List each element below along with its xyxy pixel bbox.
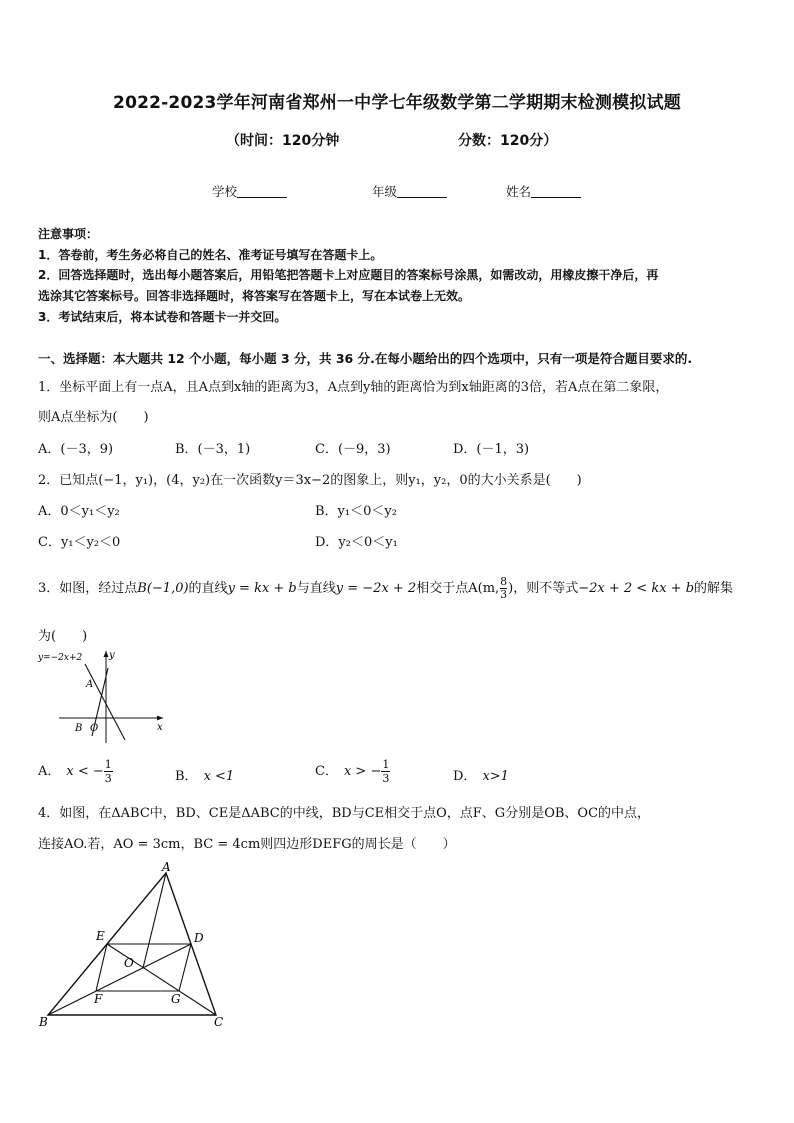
q1-option-c[interactable]: C．(－9，3) bbox=[315, 442, 391, 457]
q3-a-frac-num: 1 bbox=[104, 758, 112, 771]
q4-label-g: G bbox=[171, 992, 181, 1006]
q3-b-prefix: B． bbox=[175, 769, 198, 784]
page-title: 2022-2023学年河南省郑州一中学七年级数学第二学期期末检测模拟试题 bbox=[113, 93, 681, 113]
q4-median-bd bbox=[48, 944, 191, 1015]
q1-option-b[interactable]: B．(－3，1) bbox=[175, 442, 251, 457]
q3-x-label: x bbox=[157, 722, 163, 733]
q3-mid3: 相交于点 bbox=[416, 581, 469, 596]
q3-close: ) bbox=[508, 581, 514, 596]
q2-line1: 2．已知点(−1，y₁)，(4，y₂)在一次函数y＝3x−2的图象上，则y₁，y₂，0的大小关系是( ) bbox=[38, 473, 582, 488]
q3-mid1: 的直线 bbox=[188, 581, 228, 596]
q3-a-frac bbox=[104, 758, 113, 785]
name-label: 姓名 bbox=[506, 184, 532, 199]
q4-label-b: B bbox=[39, 1015, 48, 1029]
note-3: 3．考试结束后，将本试卷和答题卡一并交回。 bbox=[38, 310, 287, 324]
q3-d-val: x>1 bbox=[482, 769, 509, 784]
q4-label-d: D bbox=[194, 931, 204, 945]
q2-option-c[interactable]: C．y₁＜y₂＜0 bbox=[38, 535, 121, 550]
q4-label-c: C bbox=[214, 1015, 224, 1029]
q1-line2: 则A点坐标为( ) bbox=[38, 410, 149, 425]
q1-option-d[interactable]: D．(－1，3) bbox=[453, 442, 530, 457]
q3-option-d[interactable] bbox=[453, 765, 509, 784]
q3-point-b-label: B bbox=[75, 723, 83, 734]
q3-line1 bbox=[38, 576, 733, 601]
q3-line-2x: y = −2x + 2 bbox=[335, 581, 417, 596]
q3-fn-label: y=−2x+2 bbox=[38, 653, 83, 663]
name-blank[interactable] bbox=[531, 185, 581, 198]
q3-frac-den: 3 bbox=[500, 588, 508, 601]
q3-origin-label: O bbox=[90, 723, 99, 734]
school-label: 学校 bbox=[212, 184, 238, 199]
q3-pre: 3．如图，经过点 bbox=[38, 581, 138, 596]
q3-point-a-label: A bbox=[86, 679, 94, 690]
q3-c-prefix: C． bbox=[315, 764, 338, 779]
note-1: 1．答卷前，考生务必将自己的姓名、准考证号填写在答题卡上。 bbox=[38, 248, 383, 262]
notes-heading: 注意事项： bbox=[38, 227, 99, 241]
q3-y-label: y bbox=[109, 650, 115, 661]
grade-blank[interactable] bbox=[397, 185, 447, 198]
school-field[interactable] bbox=[212, 182, 287, 200]
grade-field[interactable] bbox=[372, 182, 447, 200]
name-field[interactable] bbox=[506, 182, 581, 200]
q4-label-o: O bbox=[124, 956, 134, 970]
q3-a-var: x < − bbox=[66, 764, 104, 779]
q4-label-f: F bbox=[94, 992, 103, 1006]
time-label: （时间：120分钟 bbox=[226, 133, 340, 149]
q3-fraction bbox=[500, 576, 507, 601]
q2-option-b[interactable]: B．y₁＜0＜y₂ bbox=[315, 504, 397, 519]
note-2b: 选涂其它答案标号。回答非选择题时，将答案写在答题卡上，写在本试卷上无效。 bbox=[38, 289, 471, 303]
q3-c-frac bbox=[381, 758, 390, 785]
score-label: 分数：120分） bbox=[458, 133, 558, 149]
q3-mid4: ，则不等式 bbox=[513, 581, 579, 596]
q4-line2: 连接AO.若，AO = 3cm，BC = 4cm则四边形DEFG的周长是（ ） bbox=[38, 837, 456, 852]
q3-c-frac-den: 3 bbox=[382, 772, 390, 785]
q3-d-prefix: D． bbox=[453, 769, 477, 784]
section-heading: 一、选择题：本大题共 12 个小题，每小题 3 分，共 36 分.在每小题给出的四个选项中，只有一项是符合题目要求的. bbox=[38, 351, 693, 366]
q3-line-kx: y = kx + b bbox=[227, 581, 297, 596]
q3-inequality: −2x + 2 < kx + b bbox=[578, 581, 695, 596]
q4-label-a: A bbox=[162, 860, 171, 874]
q3-c-frac-num: 1 bbox=[382, 758, 390, 771]
q3-figure bbox=[36, 648, 166, 743]
q3-y-arrow-icon bbox=[104, 651, 109, 657]
q3-a-prefix: A． bbox=[38, 764, 61, 779]
q3-option-b[interactable] bbox=[175, 765, 234, 784]
q4-median-ce bbox=[107, 944, 216, 1015]
q4-line1: 4．如图，在ΔABC中，BD、CE是ΔABC的中线，BD与CE相交于点O，点F、G分别是OB、OC的中点， bbox=[38, 806, 651, 821]
q3-line3: 为( ) bbox=[38, 629, 88, 644]
note-2a: 2．回答选择题时，选出每小题答案后，用铅笔把答题卡上对应题目的答案标号涂黑，如需改动，用橡皮擦干净后，再 bbox=[38, 268, 659, 282]
q3-mid2: 与直线 bbox=[296, 581, 336, 596]
q3-a-frac-den: 3 bbox=[104, 772, 112, 785]
q3-x-arrow-icon bbox=[157, 716, 163, 721]
school-blank[interactable] bbox=[237, 185, 287, 198]
q3-frac-num: 8 bbox=[500, 575, 508, 588]
q1-option-a[interactable]: A．(－3，9) bbox=[38, 442, 114, 457]
q2-option-d[interactable]: D．y₂＜0＜y₁ bbox=[315, 535, 398, 550]
q3-option-c[interactable] bbox=[315, 758, 390, 785]
q3-point-a: A(m, bbox=[468, 581, 500, 596]
q1-line1: 1．坐标平面上有一点A，且A点到x轴的距离为3，A点到y轴的距离恰为到x轴距离的3倍，若A点在第二象限， bbox=[38, 380, 669, 395]
q3-b-val: x <1 bbox=[203, 769, 235, 784]
q2-option-a[interactable]: A．0＜y₁＜y₂ bbox=[38, 504, 120, 519]
q3-option-a[interactable] bbox=[38, 758, 113, 785]
q4-label-e: E bbox=[96, 929, 105, 943]
q3-point-b: B(−1,0) bbox=[137, 581, 189, 596]
q3-c-var: x > − bbox=[343, 764, 382, 779]
grade-label: 年级 bbox=[372, 184, 398, 199]
q4-figure bbox=[36, 860, 236, 1030]
q3-end: 的解集 bbox=[694, 581, 734, 596]
